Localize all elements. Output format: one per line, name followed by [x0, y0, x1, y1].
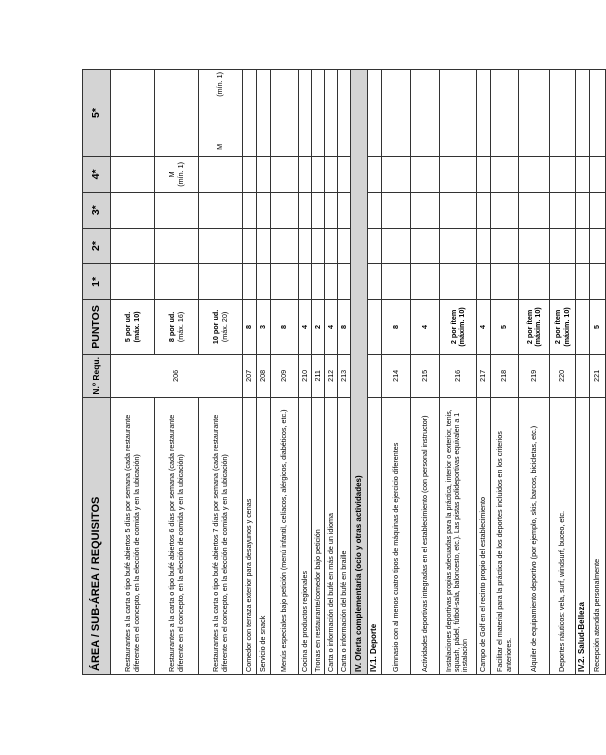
req-number: 214 [382, 354, 411, 397]
points: 5 [590, 300, 606, 354]
subsection-title: IV.2. Salud-Belleza [576, 398, 590, 675]
requirement-text: Campo de Golf en el recinto propio del establecimiento [477, 398, 491, 675]
requirement-text: Comedor con terraza exterior para desayunos y cenas [243, 398, 257, 675]
points: 8 [382, 300, 411, 354]
points: 4 [299, 300, 312, 354]
requirement-text: Restaurantes a la carta o tipo bufé abiertos 6 días por semana (cada restaurante diferente en el concepto, en la elección de comida y en la ubicación) [155, 398, 199, 675]
requirement-text: Menús especiales bajo petición (menú infantil, celíacos, alérgicos, diabéticos, etc.) [271, 398, 299, 675]
table-row [590, 70, 606, 675]
table-row [299, 70, 312, 675]
header-1star: 1* [83, 264, 111, 300]
points: 4 [477, 300, 491, 354]
table-row [312, 70, 325, 675]
table-row [271, 70, 299, 675]
table-row [338, 70, 351, 675]
requirement-text: Cocina de productos regionales [299, 398, 312, 675]
points: 3 [257, 300, 271, 354]
points: 10 por ud. (máx. 20) [199, 300, 243, 354]
header-nreq: N.º Requ. [83, 354, 111, 397]
requirement-text: Restaurantes a la carta o tipo bufé abiertos 5 días por semana (cada restaurante diferente en el concepto, en la elección de comida y en la ubicación) [111, 398, 155, 675]
req-number: 211 [312, 354, 325, 397]
table-row [519, 70, 550, 675]
star4-value: M (mín. 1) [155, 156, 199, 192]
req-number: 217 [477, 354, 491, 397]
header-3star: 3* [83, 192, 111, 228]
req-number: 206 [111, 354, 243, 397]
req-number: 221 [590, 354, 606, 397]
header-2star: 2* [83, 228, 111, 264]
header-4star: 4* [83, 156, 111, 192]
req-number: 219 [519, 354, 550, 397]
requirement-text: Instalaciones deportivas propias adecuadas para la práctica, interior o exterior, tenis, squash, pádel, fútbol-sala, baloncesto, etc.). Las pistas polideportivas equivalen a 1 instalación [440, 398, 477, 675]
table-row [243, 70, 257, 675]
points: 8 [338, 300, 351, 354]
requirement-text: Deportes náuticos: vela, surf, windsurf, buceo, etc. [550, 398, 576, 675]
req-number: 208 [257, 354, 271, 397]
table-row [550, 70, 576, 675]
table-row [411, 70, 440, 675]
table-row [257, 70, 271, 675]
points: 2 por ítem (máxim. 10) [440, 300, 477, 354]
req-number: 209 [271, 354, 299, 397]
points: 8 [271, 300, 299, 354]
requirement-text: Tronas en restaurante/comedor bajo petición [312, 398, 325, 675]
requirement-text: Facilitar el material para la práctica de los deportes incluidos en los criterios anteriores. [491, 398, 519, 675]
subsection-row [576, 70, 590, 675]
points: 2 [312, 300, 325, 354]
req-number: 216 [440, 354, 477, 397]
requirement-text: Actividades deportivas integradas en el establecimiento (con personal instructor) [411, 398, 440, 675]
star5-value: M (mín. 1) [199, 70, 243, 157]
req-number: 210 [299, 354, 312, 397]
table-row [477, 70, 491, 675]
points: 4 [411, 300, 440, 354]
req-number: 215 [411, 354, 440, 397]
table-row [440, 70, 477, 675]
points: 2 por ítem (máxim. 10) [550, 300, 576, 354]
table-row [111, 70, 155, 675]
req-number: 207 [243, 354, 257, 397]
subsection-row [368, 70, 382, 675]
points: 4 [325, 300, 338, 354]
requirement-text: Restaurantes a la carta o tipo bufé abiertos 7 días por semana (cada restaurante diferente en el concepto, en la elección de comida y en la ubicación) [199, 398, 243, 675]
subsection-title: IV.1. Deporte [368, 398, 382, 675]
section-title: IV. Oferta complementaria (ocio y otras actividades) [351, 70, 368, 675]
requirement-text: Gimnasio con al menos cuatro tipos de máquinas de ejercicio diferentes [382, 398, 411, 675]
points: 2 por ítem (máxim. 10) [519, 300, 550, 354]
table-row [382, 70, 411, 675]
section-row [351, 70, 368, 675]
header-5star: 5* [83, 70, 111, 157]
requirement-text: Servicio de snack [257, 398, 271, 675]
points: 5 por ud. (máx. 10) [111, 300, 155, 354]
table-row [491, 70, 519, 675]
header-puntos: PUNTOS [83, 300, 111, 354]
req-number: 212 [325, 354, 338, 397]
requirements-table [82, 69, 606, 675]
requirement-text: Alquiler de equipamiento deportivo (por ejemplo, skis, barcos, bicicletas, etc.) [519, 398, 550, 675]
header-area: ÁREA / SUB-ÁREA / REQUISITOS [83, 398, 111, 675]
req-number: 218 [491, 354, 519, 397]
req-number: 220 [550, 354, 576, 397]
requirement-text: Carta o información del bufé en braille [338, 398, 351, 675]
requirement-text: Carta o información del bufé en más de un idioma [325, 398, 338, 675]
table-header [83, 70, 111, 675]
requirement-text: Recepción atendida personalmente [590, 398, 606, 675]
table-row [325, 70, 338, 675]
rotated-table-container [82, 69, 602, 675]
points: 8 por ud. (máx. 16) [155, 300, 199, 354]
points: 8 [243, 300, 257, 354]
req-number: 213 [338, 354, 351, 397]
points: 5 [491, 300, 519, 354]
